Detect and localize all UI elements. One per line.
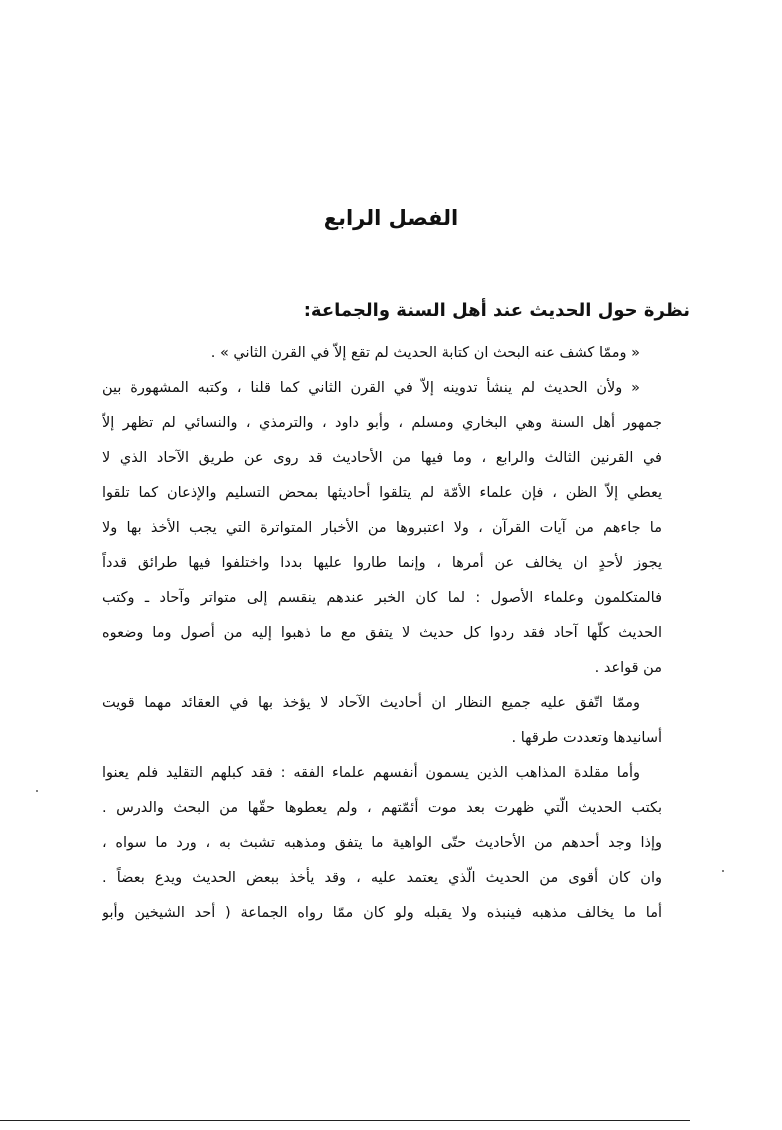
- paragraph-line: فالمتكلمون وعلماء الأصول : لما كان الخبر عندهم ينقسم إلى متواتر وآحاد ـ وكتب: [102, 590, 662, 606]
- body-text: [102, 336, 662, 931]
- quote-line: « وممّا كشف عنه البحث ان كتابة الحديث لم تقع إلاّ في القرن الثاني » .: [210, 345, 640, 361]
- paragraph-line: بكتب الحديث الّتي ظهرت بعد موت أئمّتهم ، ولم يعطوها حقّها من البحث والدرس .: [102, 800, 662, 816]
- paragraph-line: من قواعد .: [594, 660, 662, 676]
- paragraph-line: جمهور أهل السنة وهي البخاري ومسلم ، وأبو داود ، والترمذي ، والنسائي لم تظهر إلاّ: [102, 415, 662, 431]
- paragraph-line: وممّا اتّفق عليه جميع النظار ان أحاديث الآحاد لا يؤخذ بها في العقائد مهما قويت: [102, 695, 640, 711]
- paragraph-line: « ولأن الحديث لم ينشأ تدوينه إلاّ في القرن الثاني كما قلنا ، وكتبه المشهورة بين: [102, 380, 640, 396]
- paragraph-line: الحديث كلّها آحاد فقد ردوا كل حديث لا يتفق مع ما ذهبوا إليه من أصول وما وضعوه: [102, 625, 662, 641]
- paragraph-line: وإذا وجد أحدهم من الأحاديث حتّى الواهية ما يتفق ومذهبه تشبث به ، ورد ما سواه ،: [102, 835, 662, 851]
- paragraph-line: وان كان أقوى من الحديث الّذي يعتمد عليه ، وقد يأخذ ببعض الحديث ويدع بعضاً .: [102, 870, 662, 886]
- paragraph-line: وأما مقلدة المذاهب الذين يسمون أنفسهم علماء الفقه : فقد كبلهم التقليد فلم يعنوا: [102, 765, 640, 781]
- paragraph-line: يعطي إلاّ الظن ، فإن علماء الأمّة لم يتلقوا أحاديثها بمحض التسليم والإذعان كما تلقوا: [102, 485, 662, 501]
- chapter-title: الفصل الرابع: [323, 206, 459, 230]
- scan-speck: [36, 790, 38, 792]
- section-heading: نظرة حول الحديث عند أهل السنة والجماعة:: [303, 300, 690, 321]
- paragraph-line: يجوز لأحدٍ ان يخالف عن أمرها ، وإنما طاروا عليها بددا واختلفوا فيها طرائق قدداً: [102, 555, 662, 571]
- paragraph-line: ما جاءهم من آيات القرآن ، ولا اعتبروها من الأخبار المتواترة التي يجب الأخذ بها ولا: [102, 520, 662, 536]
- scan-speck: [722, 870, 724, 872]
- footer-rule: [0, 1120, 690, 1121]
- paragraph-line: في القرنين الثالث والرابع ، وما فيها من الأحاديث قد روى عن طريق الآحاد الذي لا: [102, 450, 662, 466]
- paragraph-line: أما ما يخالف مذهبه فينبذه ولا يقبله ولو كان ممّا رواه الجماعة ( أحد الشيخين وأبو: [102, 905, 662, 921]
- paragraph-line: أسانيدها وتعددت طرقها .: [511, 730, 662, 746]
